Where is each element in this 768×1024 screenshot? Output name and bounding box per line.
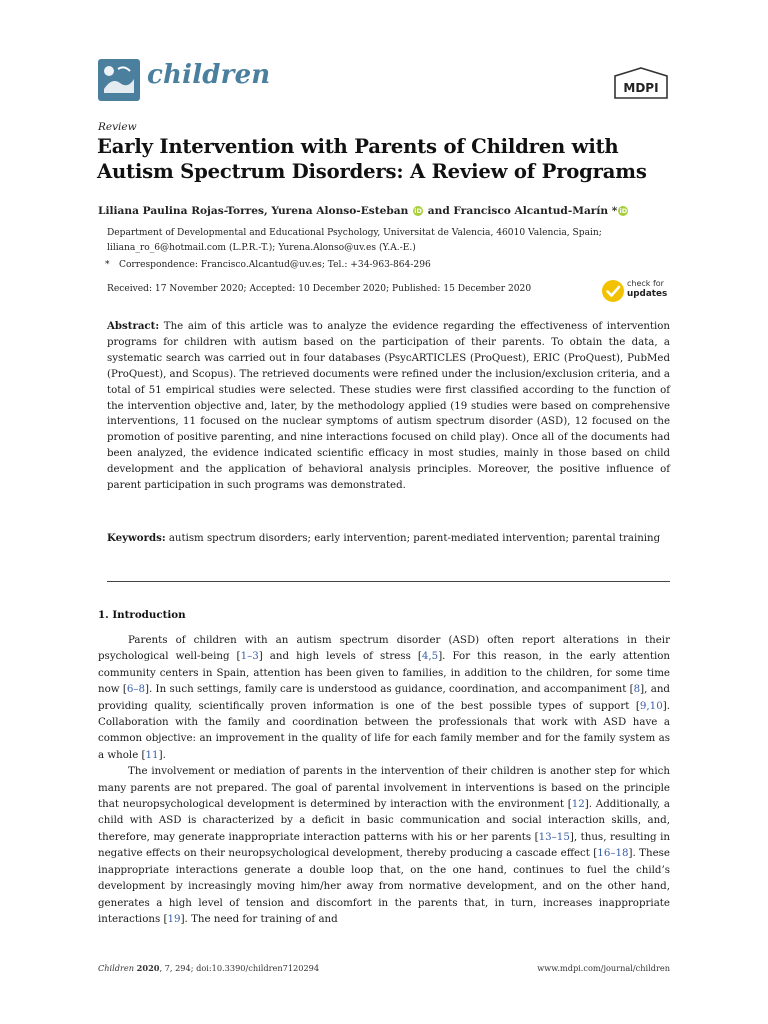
keywords [107, 531, 670, 547]
citation-link[interactable]: 12 [571, 798, 585, 811]
citation-link[interactable]: 8 [633, 683, 641, 696]
footer-year: 2020 [136, 963, 160, 973]
text-run: ]. The need for training of and [180, 912, 338, 925]
author-list [98, 205, 698, 217]
correspondence-text: Correspondence: Francisco.Alcantud@uv.es; Tel.: +34-963-864-296 [119, 260, 431, 270]
text-run: ]. In such settings, family care is understood as guidance, coordination, and accompaniment [ [145, 683, 634, 696]
title-line-2: Autism Spectrum Disorders: A Review of Programs [97, 159, 647, 183]
orcid-icon[interactable]: iD [414, 207, 422, 215]
article-type: Review [98, 121, 137, 133]
abstract-text: The aim of this article was to analyze the evidence regarding the effectiveness of intervention programs for children with autism based on the participation of their parents. To obtain the data, a systematic search was carried out in four databases (PsycARTICLES (ProQuest), ERIC (ProQuest), PubMed (ProQuest), and Scopus). The retrieved documents were refined under the inclusion/exclusion criteria, and a total of 51 empirical studies were selected. These studies were first classified according to the function of the intervention objective and, later, by the methodology applied (19 studies were based on comprehensive interventions, 11 focused on the nuclear symptoms of autism spectrum disorder (ASD), 12 focused on the promotion of positive parenting, and nine interactions focused on child play). Once all of the documents had been analyzed, the evidence indicated scientific efficacy in most studies, mainly in those based on child development and the application of behavioral analysis principles. Moreover, the positive influence of parent participation in such programs was demonstrated. [107, 321, 670, 492]
abstract-label: Abstract: [107, 320, 160, 332]
affiliation-line-2: liliana_ro_6@hotmail.com (L.P.R.-T.); Yurena.Alonso@uv.es (Y.A.-E.) [107, 243, 416, 253]
text-run: ]. Collaboration with the family and coordination between the professionals that work with ASD have a common objective: an improvement in the quality of life for each family member and for the family system as a whole [ [98, 699, 670, 761]
correspondence-star: * [105, 260, 110, 270]
authors-part-2: and Francisco Alcantud-Marín * [427, 205, 618, 217]
affiliation-line-1: Department of Developmental and Educational Psychology, Universitat de Valencia, 46010 Valencia, Spain; [107, 228, 602, 238]
check-for-updates-badge[interactable] [627, 279, 667, 299]
citation-link[interactable]: 9,10 [639, 699, 663, 712]
journal-name: children [147, 60, 271, 90]
mdpi-logo-text: MDPI [623, 81, 659, 95]
section-heading: 1. Introduction [98, 609, 186, 621]
mdpi-logo-icon [612, 66, 670, 100]
publication-dates: Received: 17 November 2020; Accepted: 10 December 2020; Published: 15 December 2020 [107, 284, 532, 294]
check-for-updates-line-1: check for [627, 279, 664, 288]
keywords-text: autism spectrum disorders; early intervention; parent-mediated intervention; parental training [168, 533, 661, 544]
paragraph-1 [98, 632, 670, 763]
footer-doi: , 7, 294; doi:10.3390/children7120294 [159, 963, 320, 973]
correspondence [107, 258, 687, 273]
footer-journal: Children [98, 963, 135, 973]
text-run: The involvement or mediation of parents in the intervention of their children is another step for which many parents are not prepared. The goal of parental involvement in interventions is based on the principle that neuropsychological development is determined by interaction with the environment [ [98, 765, 670, 811]
text-run: ]. [158, 748, 166, 761]
keywords-label: Keywords: [107, 532, 166, 544]
check-for-updates-line-2: updates [627, 289, 668, 299]
footer-citation [98, 963, 319, 973]
text-run: ], and providing quality, scientifically proven information is one of the best possible types of support [ [98, 683, 670, 712]
citation-link[interactable]: 19 [167, 912, 181, 925]
citation-link[interactable]: 4,5 [421, 650, 439, 663]
citation-link[interactable]: 6–8 [126, 683, 146, 696]
text-run: ], thus, resulting in negative effects on their neuropsychological development, thereby producing a cascade effect [ [98, 830, 670, 860]
orcid-icon[interactable]: iD [619, 207, 628, 215]
paragraph-2 [98, 763, 670, 927]
footer-url[interactable]: www.mdpi.com/journal/children [537, 963, 670, 973]
authors-part-1: Liliana Paulina Rojas-Torres, Yurena Alonso-Esteban [98, 205, 409, 217]
citation-link[interactable]: 1–3 [240, 650, 259, 663]
article-title [97, 135, 697, 184]
citation-link[interactable]: 16–18 [597, 847, 629, 860]
section-divider [107, 581, 670, 582]
text-run: ]. For this reason, in the early attention community centers in Spain, attention has been given to families, in addition to the children, for some time now [ [98, 650, 670, 696]
text-run: ] and high levels of stress [ [258, 650, 422, 663]
body-text [98, 632, 670, 927]
citation-link[interactable]: 11 [145, 748, 159, 761]
children-journal-logo-icon [98, 59, 140, 101]
affiliation [107, 226, 687, 256]
text-run: Parents of children with an autism spectrum disorder (ASD) often report alterations in their psychological well-being [ [98, 634, 670, 663]
citation-link[interactable]: 13–15 [538, 830, 570, 843]
text-run: ]. These inappropriate interactions generate a double loop that, on the one hand, continues to fuel the child’s development by increasingly moving him/her away from normative development, and on the other hand, generates a high level of tension and discomfort in the parents that, in turn, increases inappropriate interactions [ [98, 847, 670, 925]
text-run: ]. Additionally, a child with ASD is characterized by a deficit in basic communication and social interaction skills, and, therefore, may generate inappropriate interaction patterns with his or her parents [ [98, 798, 670, 843]
title-line-1: Early Intervention with Parents of Children with [97, 135, 619, 158]
abstract [107, 319, 670, 494]
